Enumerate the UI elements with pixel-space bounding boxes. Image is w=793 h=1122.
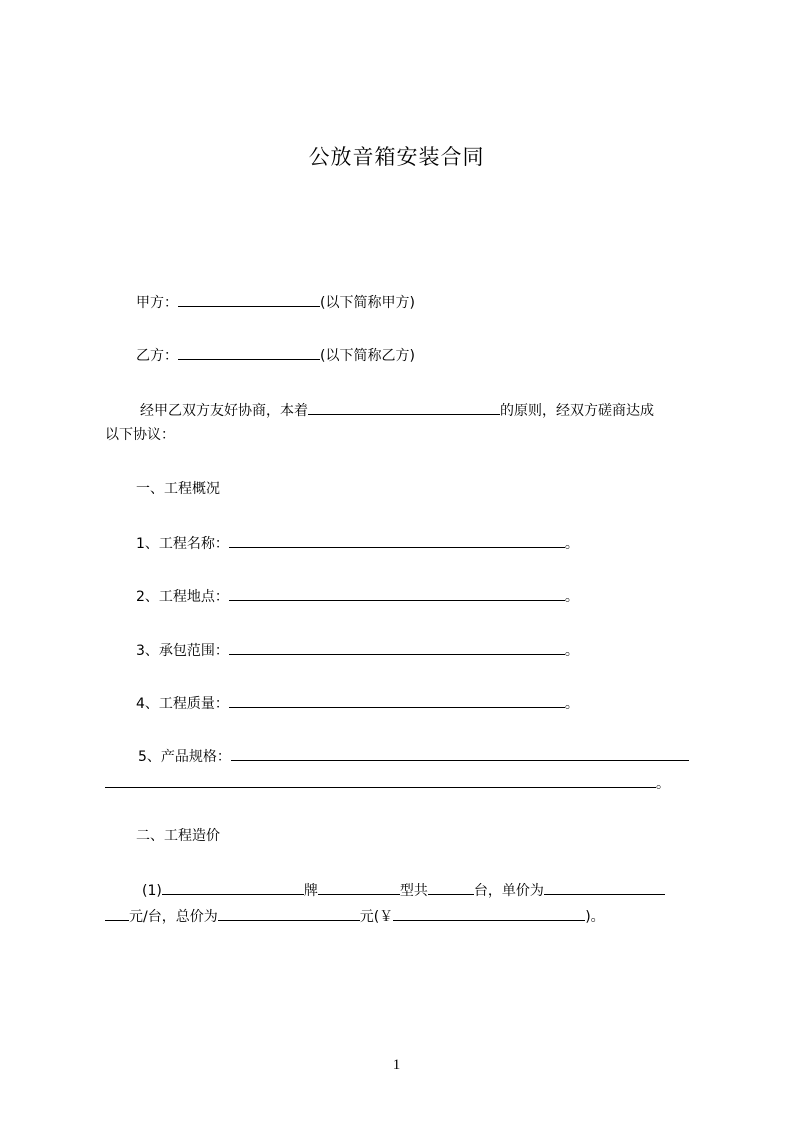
unit-price-blank-1[interactable] (544, 880, 665, 895)
page-number: 1 (392, 1057, 401, 1073)
item-label: 4、工程质量： (136, 696, 229, 712)
intro-line-2 (105, 425, 175, 445)
model-total-label: 型共 (399, 883, 428, 899)
yuan-open-label: 元(￥ (359, 909, 394, 925)
project-name-blank[interactable] (229, 533, 565, 548)
project-location-blank[interactable] (229, 586, 565, 601)
intro-text-1: 经甲乙双方友好协商，本着 (140, 403, 308, 419)
price-line-1 (142, 880, 665, 901)
brand-label: 牌 (303, 883, 318, 899)
party-b-label: 乙方： (136, 348, 178, 364)
party-a-line (136, 292, 415, 313)
item-label: 3、承包范围： (136, 643, 229, 659)
project-quality-blank[interactable] (229, 693, 565, 708)
product-spec-blank-2[interactable] (105, 773, 656, 788)
item-end: 。 (564, 643, 579, 659)
item-end: 。 (564, 536, 579, 552)
section-2-heading: 二、工程造价 (136, 828, 220, 844)
intro-line-1 (140, 400, 654, 421)
contract-scope-blank[interactable] (229, 640, 565, 655)
item-contract-scope (136, 640, 579, 661)
unit-price-label: 台，单价为 (473, 883, 544, 899)
total-price-blank[interactable] (218, 906, 360, 921)
close-label: )。 (585, 909, 605, 925)
item-end: 。 (564, 589, 579, 605)
item-label: 5、产品规格： (138, 749, 231, 765)
item-product-spec (138, 746, 689, 767)
price-line-2 (105, 906, 605, 927)
party-b-suffix: (以下简称乙方) (320, 348, 415, 364)
party-b-blank[interactable] (178, 345, 320, 360)
quantity-blank[interactable] (428, 880, 474, 895)
item-label: 1、工程名称： (136, 536, 229, 552)
party-a-label: 甲方： (136, 295, 178, 311)
intro-text-2: 的原则，经双方磋商达成 (500, 403, 654, 419)
intro-text-3: 以下协议： (105, 427, 175, 443)
item-label: 2、工程地点： (136, 589, 229, 605)
product-spec-blank-1[interactable] (231, 746, 689, 761)
page-title: 公放音箱安装合同 (308, 145, 485, 169)
price-prefix: (1) (142, 883, 162, 899)
section-1-heading: 一、工程概况 (136, 481, 220, 497)
item-product-spec-cont (105, 773, 670, 794)
item-project-location (136, 586, 579, 607)
per-unit-total-label: 元/台，总价为 (129, 909, 218, 925)
item-end: 。 (656, 776, 670, 792)
party-b-line (136, 345, 415, 366)
brand-blank[interactable] (162, 880, 304, 895)
item-project-name (136, 533, 579, 554)
model-blank[interactable] (318, 880, 400, 895)
party-a-suffix: (以下简称甲方) (320, 295, 415, 311)
principle-blank[interactable] (308, 400, 500, 415)
item-project-quality (136, 693, 579, 714)
total-price-figure-blank[interactable] (393, 906, 585, 921)
item-end: 。 (564, 696, 579, 712)
party-a-blank[interactable] (178, 292, 320, 307)
unit-price-blank-2[interactable] (105, 906, 129, 921)
